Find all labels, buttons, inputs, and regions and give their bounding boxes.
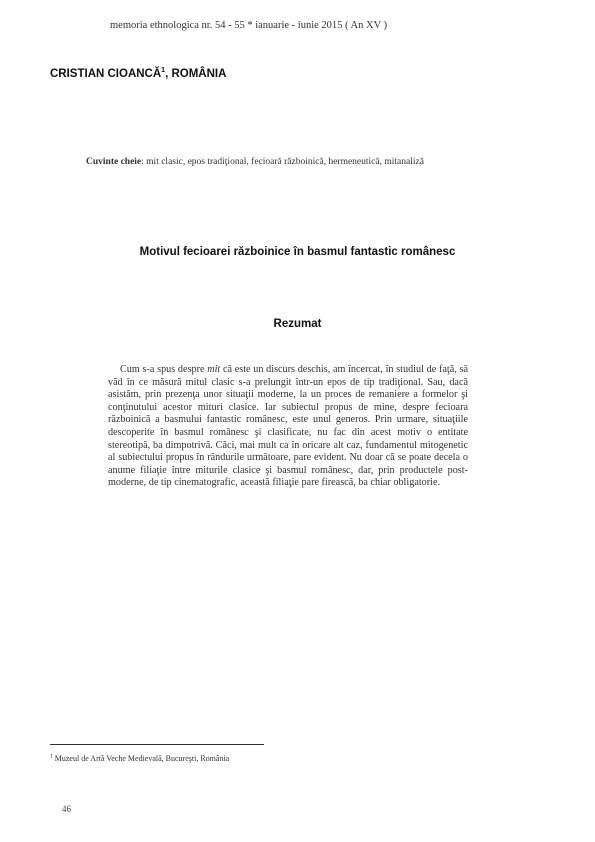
abstract-paragraph xyxy=(108,364,468,490)
author-line xyxy=(50,68,226,80)
keywords-text: : mit clasic, epos tradiţional, fecioară războinică, hermeneutică, mitanaliză xyxy=(141,157,424,167)
abstract-italic-term: mit xyxy=(207,364,221,375)
keywords-line xyxy=(86,157,556,167)
abstract-heading: Rezumat xyxy=(273,318,322,330)
author-country: , ROMÂNIA xyxy=(165,68,227,80)
article-title: Motivul fecioarei războinice în basmul fantastic românesc xyxy=(139,246,456,258)
author-name: CRISTIAN CIOANCĂ xyxy=(50,68,162,80)
footnote-divider xyxy=(50,744,264,745)
footnote-mark: 1 xyxy=(50,753,53,760)
footnote xyxy=(50,754,229,763)
abstract-text-rest: că este un discurs deschis, am încercat, în studiul de faţă, să văd în ce măsură mitul clasic s-a prelungit într-un epos de tip tradiţional. Sau, dacă asistăm, prin prezenţa unor situaţii moderne, la un proces de remaniere a formelor şi conţinutului acestor mituri clasice. Iar subiectul propus de mine, despre fecioara războinică a basmului fantastic românesc, este unul generos. Prin urmare, situaţiile descoperite în basmul românesc şi clasificate, nu fac din acest motiv o entitate stereotipă, ba dimpotrivă. Căci, mai mult ca în oricare alt caz, fundamentul mitogenetic al subiectului propus în rândurile următoare, pare evident. Nu doar că se poate decela o anume filiaţie între miturile clasice şi basmul românesc, dar, prin productele post-moderne, de tip cinematografic, această filiaţie pare firească, ba chiar obligatorie. xyxy=(108,364,468,489)
page-number: 46 xyxy=(62,804,71,814)
footnote-text: Muzeul de Artă Veche Medievală, Bucureşti, România xyxy=(52,754,230,763)
author-footnote-mark: 1 xyxy=(161,67,166,75)
keywords-label: Cuvinte cheie xyxy=(86,157,142,167)
abstract-body xyxy=(108,364,468,490)
running-header: memoria ethnologica nr. 54 - 55 * ianuarie - iunie 2015 ( An XV ) xyxy=(110,20,388,31)
abstract-text-start: Cum s-a spus despre xyxy=(120,364,208,375)
